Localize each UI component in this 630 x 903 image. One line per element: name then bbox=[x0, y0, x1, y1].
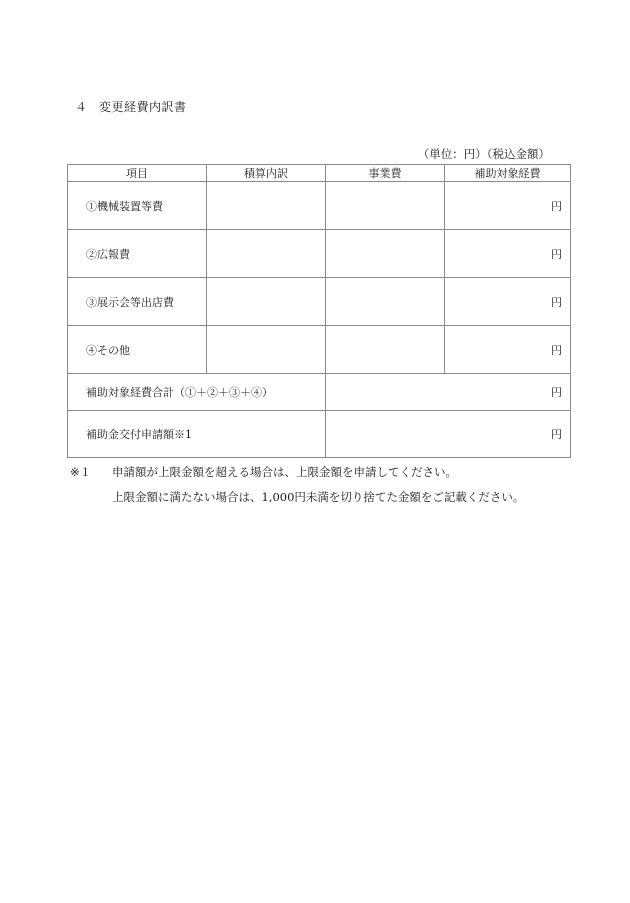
row-label-other: ④その他 bbox=[68, 326, 207, 374]
footnote-line-2 bbox=[70, 485, 524, 510]
table-header-row bbox=[68, 165, 571, 182]
table-row bbox=[68, 182, 571, 230]
calculation-cell[interactable] bbox=[207, 182, 326, 230]
eligible-amount-cell[interactable]: 円 bbox=[445, 182, 571, 230]
expense-breakdown-table bbox=[67, 164, 571, 458]
grant-request-label: 補助金交付申請額※1 bbox=[68, 411, 326, 458]
grant-request-amount-cell[interactable]: 円 bbox=[326, 411, 571, 458]
row-label-equipment: ①機械装置等費 bbox=[68, 182, 207, 230]
eligible-amount-cell[interactable]: 円 bbox=[445, 326, 571, 374]
table-row bbox=[68, 326, 571, 374]
project-cost-cell[interactable] bbox=[326, 182, 445, 230]
row-label-advertising: ②広報費 bbox=[68, 230, 207, 278]
eligible-amount-cell[interactable]: 円 bbox=[445, 278, 571, 326]
section-heading bbox=[75, 98, 187, 115]
total-amount-cell[interactable]: 円 bbox=[326, 374, 571, 411]
footnote-mark: ※１ bbox=[70, 465, 92, 479]
header-eligible-expenses: 補助対象経費 bbox=[445, 165, 571, 182]
calculation-cell[interactable] bbox=[207, 278, 326, 326]
footnote-line-1 bbox=[70, 460, 524, 485]
row-label-exhibition: ③展示会等出店費 bbox=[68, 278, 207, 326]
table-row bbox=[68, 230, 571, 278]
header-item: 項目 bbox=[68, 165, 207, 182]
header-project-cost: 事業費 bbox=[326, 165, 445, 182]
footnote-text-2: 上限金額に満たない場合は、1,000円未満を切り捨てた金額をご記載ください。 bbox=[112, 490, 525, 504]
section-title: 変更経費内訳書 bbox=[99, 100, 187, 114]
footnotes bbox=[70, 460, 524, 510]
section-number: ４ bbox=[75, 100, 88, 114]
eligible-amount-cell[interactable]: 円 bbox=[445, 230, 571, 278]
project-cost-cell[interactable] bbox=[326, 326, 445, 374]
project-cost-cell[interactable] bbox=[326, 278, 445, 326]
total-row-label: 補助対象経費合計（①＋②＋③＋④） bbox=[68, 374, 326, 411]
header-calculation-breakdown: 積算内訳 bbox=[207, 165, 326, 182]
total-row bbox=[68, 374, 571, 411]
calculation-cell[interactable] bbox=[207, 230, 326, 278]
unit-note: （単位：円）（税込金額） bbox=[417, 147, 550, 161]
grant-request-row bbox=[68, 411, 571, 458]
table-row bbox=[68, 278, 571, 326]
calculation-cell[interactable] bbox=[207, 326, 326, 374]
footnote-text-1: 申請額が上限金額を超える場合は、上限金額を申請してください。 bbox=[112, 465, 457, 479]
project-cost-cell[interactable] bbox=[326, 230, 445, 278]
